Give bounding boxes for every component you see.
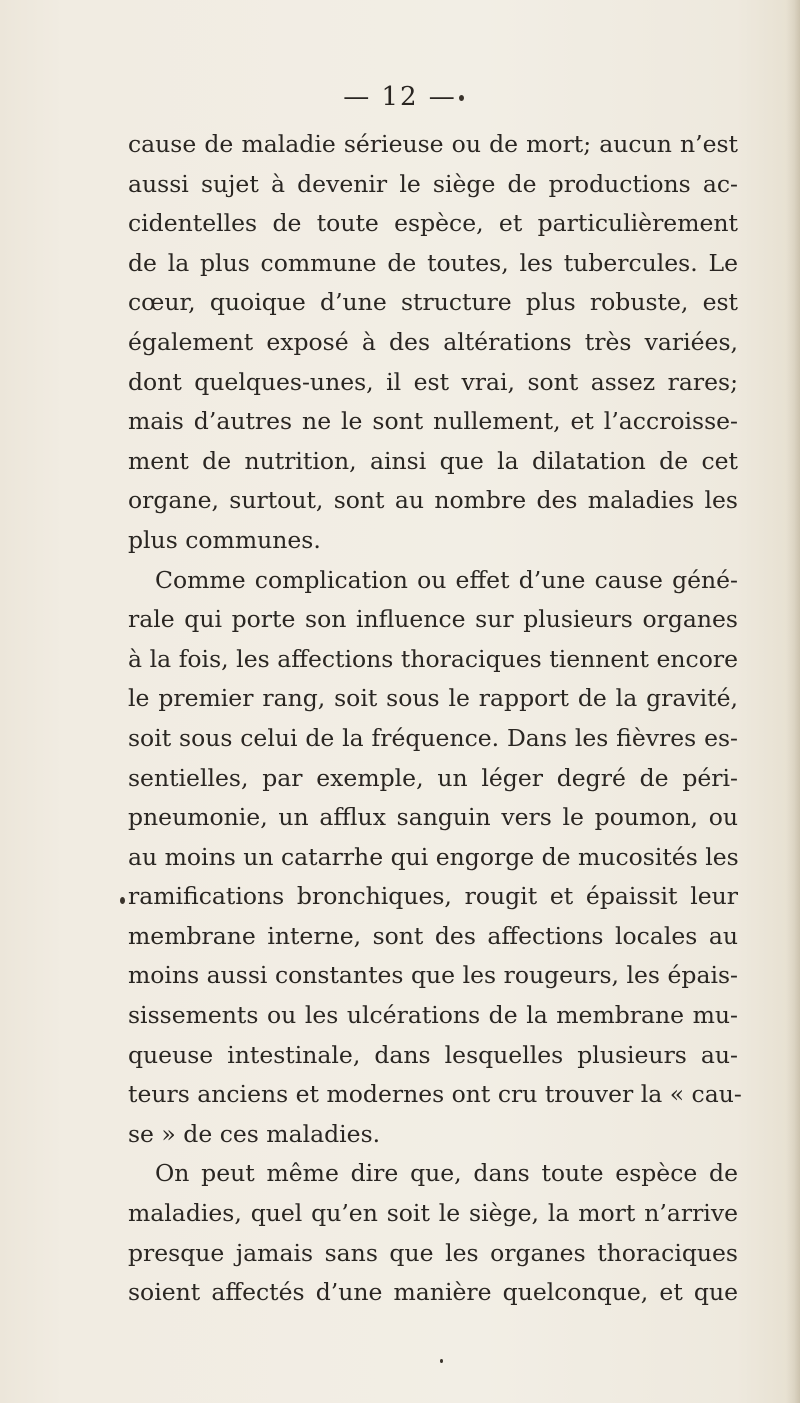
ink-speck bbox=[120, 897, 125, 904]
text-line: presque jamais sans que les organes thoraciques bbox=[128, 1238, 738, 1267]
ink-speck bbox=[440, 1359, 443, 1363]
text-line: organe, surtout, sont au nombre des maladies les bbox=[128, 486, 738, 515]
text-line: pneumonie, un afflux sanguin vers le poumon, ou bbox=[128, 803, 738, 832]
text-line: cause de maladie sérieuse ou de mort; aucun n’est bbox=[128, 130, 738, 158]
text-line: moins aussi constantes que les rougeurs, les épais- bbox=[128, 961, 738, 990]
text-line: aussi sujet à devenir le siège de productions ac- bbox=[128, 169, 738, 198]
text-line: sentielles, par exemple, un léger degré de péri- bbox=[128, 763, 738, 792]
text-line: cidentelles de toute espèce, et particulièrement bbox=[128, 209, 738, 238]
ink-speck bbox=[459, 95, 464, 101]
paragraph-start-line: Comme complication ou effet d’une cause géné- bbox=[155, 565, 738, 594]
paragraph-end-line: plus communes. bbox=[128, 525, 321, 554]
paragraph-start-line: On peut même dire que, dans toute espèce de bbox=[155, 1159, 738, 1188]
text-line: à la fois, les affections thoraciques tiennent encore bbox=[128, 644, 738, 673]
text-line: maladies, quel qu’en soit le siège, la mort n’arrive bbox=[128, 1199, 738, 1228]
text-line: le premier rang, soit sous le rapport de la gravité, bbox=[128, 684, 738, 713]
text-line: soit sous celui de la fréquence. Dans les fièvres es- bbox=[128, 723, 738, 752]
text-line: dont quelques-unes, il est vrai, sont assez rares; bbox=[128, 367, 738, 396]
text-line: cœur, quoique d’une structure plus robuste, est bbox=[128, 288, 738, 317]
page-number-header: — 12 — bbox=[343, 82, 457, 112]
text-line: ramifications bronchiques, rougit et épaissit leur bbox=[128, 882, 738, 911]
body-text bbox=[128, 125, 742, 1313]
text-line: soient affectés d’une manière quelconque, et que bbox=[128, 1278, 738, 1307]
text-line: teurs anciens et modernes ont cru trouver la « cau- bbox=[128, 1080, 742, 1109]
text-line: ment de nutrition, ainsi que la dilatation de cet bbox=[128, 446, 738, 475]
text-line: au moins un catarrhe qui engorge de mucosités les bbox=[128, 842, 739, 871]
text-line: rale qui porte son influence sur plusieurs organes bbox=[128, 605, 738, 634]
text-line: également exposé à des altérations très variées, bbox=[128, 327, 738, 356]
paragraph-end-line: se » de ces maladies. bbox=[128, 1119, 381, 1148]
page-edge-shadow bbox=[786, 0, 800, 1403]
text-line: membrane interne, sont des affections locales au bbox=[128, 921, 738, 950]
text-line: de la plus commune de toutes, les tubercules. Le bbox=[128, 248, 738, 277]
text-line: sissements ou les ulcérations de la membrane mu- bbox=[128, 1001, 738, 1030]
text-line: mais d’autres ne le sont nullement, et l’accroisse- bbox=[128, 407, 738, 436]
text-line: queuse intestinale, dans lesquelles plusieurs au- bbox=[128, 1040, 738, 1069]
